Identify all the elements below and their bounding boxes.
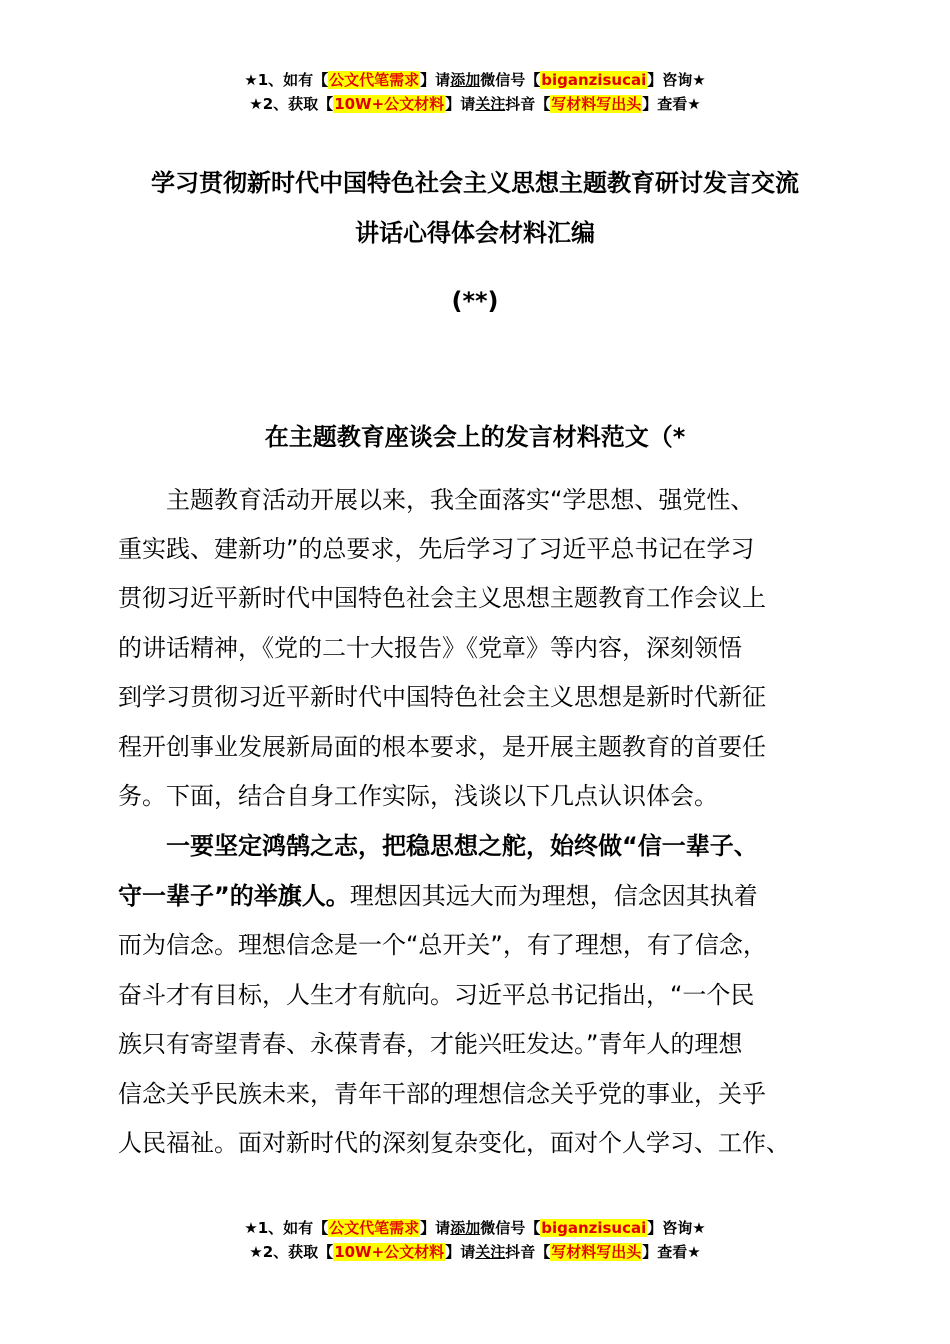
document-title-line-2: 讲话心得体会材料汇编 xyxy=(355,219,595,247)
banner-text: ★2、获取【 xyxy=(249,1243,334,1261)
banner-highlight: biganzisucai xyxy=(541,71,647,89)
footer-banner xyxy=(0,1216,950,1264)
banner-underlined: 添加 xyxy=(450,1219,481,1237)
banner-highlight: biganzisucai xyxy=(541,1219,647,1237)
banner-highlight: 10W+公文材料 xyxy=(334,1243,445,1261)
banner-text: 】查看★ xyxy=(642,95,701,113)
banner-underlined: 添加 xyxy=(450,71,481,89)
para-line: 信念关乎民族未来，青年干部的理想信念关乎党的事业，关乎 xyxy=(118,1080,766,1108)
banner-highlight: 公文代笔需求 xyxy=(329,1219,420,1237)
banner-underlined: 关注 xyxy=(475,95,506,113)
banner-text: 】请 xyxy=(420,71,451,89)
document-title-line-1: 学习贯彻新时代中国特色社会主义思想主题教育研讨发言交流 xyxy=(151,169,799,197)
para-text: 理想因其远大而为理想，信念因其执着 xyxy=(349,882,758,910)
banner-text: ★1、如有【 xyxy=(244,1219,329,1237)
banner-text: 】请 xyxy=(445,95,476,113)
bold-lead: 守一辈子”的举旗人。 xyxy=(118,882,350,910)
para-line: 主题教育活动开展以来，我全面落实“学思想、强党性、 xyxy=(166,486,755,514)
banner-text: 】查看★ xyxy=(642,1243,701,1261)
banner-highlight: 10W+公文材料 xyxy=(334,95,445,113)
banner-text: 】咨询★ xyxy=(647,71,706,89)
para-line: 而为信念。理想信念是一个“总开关”，有了理想，有了信念， xyxy=(118,931,767,959)
section-title: 在主题教育座谈会上的发言材料范文（* xyxy=(264,423,686,451)
para-line: 务。下面，结合自身工作实际，浅谈以下几点认识体会。 xyxy=(118,782,718,810)
banner-text: 】咨询★ xyxy=(647,1219,706,1237)
banner-highlight: 公文代笔需求 xyxy=(329,71,420,89)
header-banner xyxy=(0,68,950,116)
banner-text: 抖音【 xyxy=(505,95,551,113)
banner-text: ★2、获取【 xyxy=(249,95,334,113)
banner-line-2 xyxy=(0,92,950,116)
banner-text: 微信号【 xyxy=(480,1219,541,1237)
banner-text: ★1、如有【 xyxy=(244,71,329,89)
para-line: 族只有寄望青春、永葆青春，才能兴旺发达。”青年人的理想 xyxy=(118,1030,743,1058)
para-line: 贯彻习近平新时代中国特色社会主义思想主题教育工作会议上 xyxy=(118,584,766,612)
banner-text: 】请 xyxy=(445,1243,476,1261)
banner-line-1 xyxy=(0,68,950,92)
para-line: 到学习贯彻习近平新时代中国特色社会主义思想是新时代新征 xyxy=(118,683,766,711)
para-line-bold: 一要坚定鸿鹄之志，把稳思想之舵，始终做“信一辈子、 xyxy=(166,832,758,860)
banner-line-1 xyxy=(0,1216,950,1240)
banner-highlight: 写材料写出头 xyxy=(551,1243,642,1261)
document-title-line-3: (**) xyxy=(451,287,499,315)
para-line xyxy=(118,881,758,911)
banner-line-2 xyxy=(0,1240,950,1264)
para-line: 的讲话精神，《党的二十大报告》《党章》等内容，深刻领悟 xyxy=(118,634,742,662)
banner-text: 】请 xyxy=(420,1219,451,1237)
para-line: 程开创事业发展新局面的根本要求，是开展主题教育的首要任 xyxy=(118,733,766,761)
para-line: 人民福祉。面对新时代的深刻复杂变化，面对个人学习、工作、 xyxy=(118,1129,790,1157)
para-line: 奋斗才有目标，人生才有航向。习近平总书记指出，“一个民 xyxy=(118,981,755,1009)
banner-text: 抖音【 xyxy=(505,1243,551,1261)
banner-text: 微信号【 xyxy=(480,71,541,89)
banner-highlight: 写材料写出头 xyxy=(551,95,642,113)
para-line: 重实践、建新功”的总要求，先后学习了习近平总书记在学习 xyxy=(118,535,755,563)
banner-underlined: 关注 xyxy=(475,1243,506,1261)
